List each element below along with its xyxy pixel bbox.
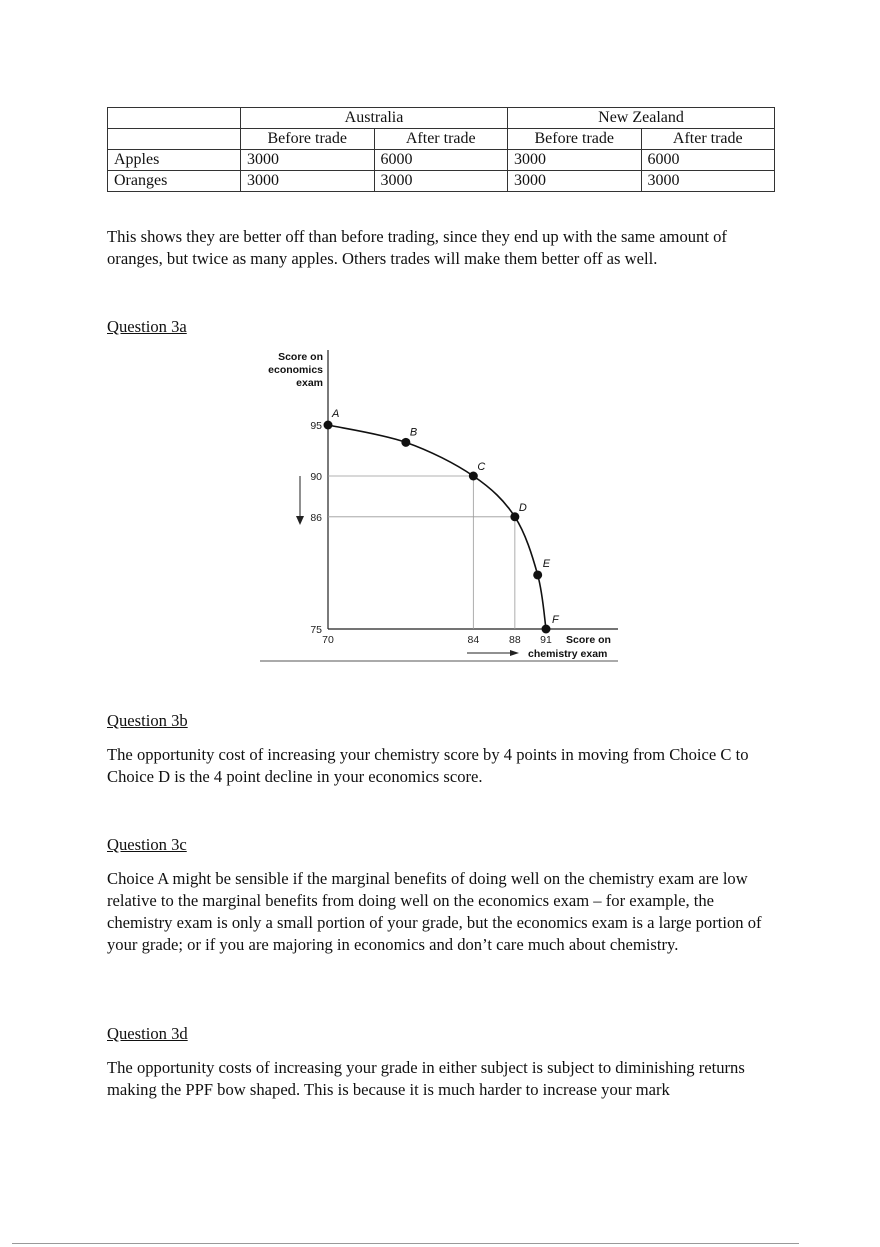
x-tick-label: 84 [467,634,480,646]
row-label: Apples [108,150,241,171]
down-arrow-icon [296,516,304,525]
row-label: Oranges [108,171,241,192]
ppf-point [401,438,410,447]
y-tick-label: 86 [310,511,322,524]
right-arrow-icon [510,650,519,656]
subheader-cell: After trade [641,129,775,150]
country-header-new-zealand: New Zealand [508,108,775,129]
ppf-point [542,625,551,634]
table-cell: 3000 [241,171,375,192]
table-corner-cell [108,108,241,129]
ppf-point-label: C [477,461,486,473]
y-tick-label: 90 [310,471,322,483]
ppf-chart [255,345,625,665]
ppf-point [324,421,333,430]
table-row [108,150,775,171]
y-axis-label: exam [296,377,323,389]
question-3d-answer: The opportunity costs of increasing your grade in either subject is subject to diminishing returns making the PPF bow shaped. This is because it is much harder to increase your mark [107,1058,745,1099]
y-tick-label: 95 [310,420,322,432]
table-cell: 6000 [641,150,775,171]
question-3c-answer: Choice A might be sensible if the marginal benefits of doing well on the chemistry exam are low relative to the marginal benefits from doing well on the economics exam – for example, the chemistry exam is only a small portion of your grade, but the economics exam is a large portion of your grade; or if you are majoring in economics and don’t care much about chemistry. [107,869,762,954]
y-tick-label: 75 [310,624,322,636]
x-tick-label: 91 [540,634,552,646]
x-tick-label: 88 [509,634,521,646]
subheader-cell: Before trade [241,129,375,150]
table-cell: 3000 [641,171,775,192]
table-row [108,171,775,192]
x-axis-label: Score on [566,634,611,646]
footer-rule [12,1243,799,1244]
y-axis-label: economics [268,364,323,376]
table-subheader-row [108,129,775,150]
ppf-point-label: F [552,614,559,626]
x-tick-label: 70 [322,634,334,646]
ppf-point-label: B [409,426,418,439]
table-cell: 6000 [374,150,508,171]
trade-table [107,107,775,192]
country-header-australia: Australia [241,108,508,129]
table-cell: 3000 [508,171,642,192]
table-cell: 3000 [374,171,508,192]
trade-conclusion-paragraph: This shows they are better off than before trading, since they end up with the same amount of oranges, but twice as many apples. Others trades will make them better off as well. [107,227,727,268]
subheader-cell: Before trade [508,129,642,150]
ppf-point [533,570,542,579]
ppf-point-label: D [518,501,527,514]
question-3a-heading: Question 3a [107,317,187,336]
question-3b-answer: The opportunity cost of increasing your chemistry score by 4 points in moving from Choice C to Choice D is the 4 point decline in your economics score. [107,745,749,786]
ppf-point-label: A [332,408,340,420]
subheader-cell: After trade [374,129,508,150]
question-3b-heading: Question 3b [107,711,188,730]
y-axis-label: Score on [278,351,323,363]
question-3c-heading: Question 3c [107,835,187,854]
table-header-row [108,108,775,129]
ppf-curve [328,425,546,629]
table-cell: 3000 [241,150,375,171]
ppf-point-label: E [542,557,551,570]
table-blank-cell [108,129,241,150]
question-3d-heading: Question 3d [107,1024,188,1043]
table-cell: 3000 [508,150,642,171]
x-axis-label: chemistry exam [528,648,608,660]
